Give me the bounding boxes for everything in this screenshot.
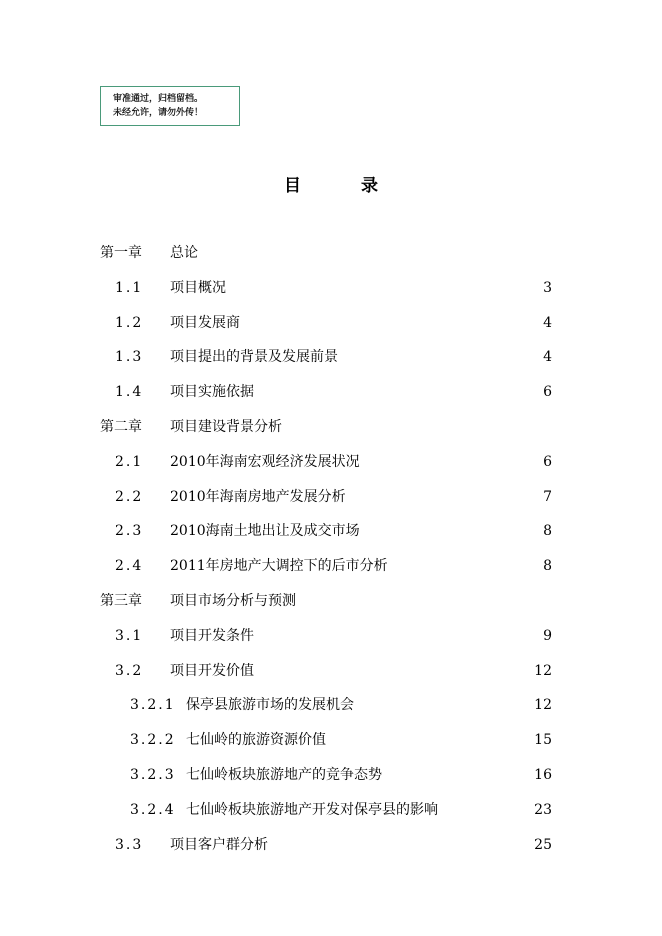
toc-chapter-row[interactable] <box>0 589 662 613</box>
toc-page-number: 4 <box>543 314 552 331</box>
toc-label: 项目实施依据 <box>170 384 254 401</box>
toc-entry-row[interactable] <box>0 380 662 404</box>
toc-number: 1.1 <box>115 279 144 296</box>
toc-page-number: 8 <box>543 523 552 540</box>
toc-entry-row[interactable] <box>0 450 662 474</box>
toc-page-number: 15 <box>534 732 552 749</box>
toc-label: 保亭县旅游市场的发展机会 <box>186 697 354 714</box>
toc-page-number: 16 <box>534 767 552 783</box>
toc-entry-row[interactable] <box>0 693 662 717</box>
toc-entry-row[interactable] <box>0 519 662 543</box>
toc-page-number: 6 <box>543 384 552 401</box>
toc-label: 总论 <box>170 245 198 261</box>
stamp-line-2: 未经允许，请勿外传！ <box>113 108 204 118</box>
toc-entry-row[interactable] <box>0 798 662 822</box>
toc-number: 第一章 <box>100 245 142 261</box>
toc-number: 3.2 <box>115 662 144 679</box>
toc-page-number: 25 <box>534 836 552 853</box>
toc-entry-row[interactable] <box>0 763 662 787</box>
toc-chapter-row[interactable] <box>0 241 662 265</box>
toc-label: 项目开发价值 <box>170 662 254 679</box>
toc-label: 项目市场分析与预测 <box>170 593 296 609</box>
toc-page-number: 12 <box>534 662 552 679</box>
toc-page-number: 7 <box>543 488 552 505</box>
toc-label: 2010海南土地出让及成交市场 <box>170 523 360 540</box>
toc-number: 1.3 <box>115 349 144 366</box>
toc-entry-row[interactable] <box>0 276 662 300</box>
toc-number: 1.2 <box>115 314 144 331</box>
toc-number: 3.2.3 <box>130 767 176 783</box>
toc-number: 2.4 <box>115 558 144 575</box>
toc-label: 项目发展商 <box>170 314 240 331</box>
toc-number: 2.3 <box>115 523 144 540</box>
page-title: 目录 <box>284 176 438 196</box>
toc-number: 3.2.4 <box>130 801 176 818</box>
toc-label: 七仙岭板块旅游地产开发对保亭县的影响 <box>186 801 438 818</box>
toc-page-number: 3 <box>543 279 552 296</box>
toc-label: 2011年房地产大调控下的后市分析 <box>170 558 388 575</box>
toc-label: 项目概况 <box>170 279 226 296</box>
toc-label: 七仙岭的旅游资源价值 <box>186 732 326 749</box>
toc-chapter-row[interactable] <box>0 415 662 439</box>
toc-number: 3.2.1 <box>130 697 176 714</box>
toc-number: 第三章 <box>100 593 142 609</box>
toc-label: 项目客户群分析 <box>170 836 268 853</box>
toc-label: 七仙岭板块旅游地产的竞争态势 <box>186 767 382 783</box>
toc-page-number: 23 <box>534 801 552 818</box>
toc-page-number: 4 <box>543 349 552 366</box>
toc-entry-row[interactable] <box>0 485 662 509</box>
toc-entry-row[interactable] <box>0 659 662 683</box>
toc-page-number: 9 <box>543 627 552 644</box>
toc-number: 2.2 <box>115 488 144 505</box>
toc-entry-row[interactable] <box>0 728 662 752</box>
toc-label: 项目提出的背景及发展前景 <box>170 349 338 366</box>
toc-page-number: 12 <box>534 697 552 714</box>
stamp-line-1: 审准通过，归档留档。 <box>113 94 204 104</box>
toc-entry-row[interactable] <box>0 345 662 369</box>
toc-page-number: 8 <box>543 558 552 575</box>
toc-number: 第二章 <box>100 419 142 435</box>
toc-number: 3.2.2 <box>130 732 176 749</box>
toc-number: 1.4 <box>115 384 144 401</box>
toc-page-number: 6 <box>543 453 552 470</box>
toc-label: 项目开发条件 <box>170 627 254 644</box>
toc-entry-row[interactable] <box>0 554 662 578</box>
toc-label: 项目建设背景分析 <box>170 419 282 435</box>
toc-label: 2010年海南房地产发展分析 <box>170 488 346 505</box>
toc-entry-row[interactable] <box>0 624 662 648</box>
toc-entry-row[interactable] <box>0 311 662 335</box>
approval-stamp <box>100 86 240 126</box>
toc-number: 2.1 <box>115 453 144 470</box>
toc-number: 3.3 <box>115 836 144 853</box>
toc-entry-row[interactable] <box>0 833 662 857</box>
toc-number: 3.1 <box>115 627 144 644</box>
toc-label: 2010年海南宏观经济发展状况 <box>170 453 360 470</box>
